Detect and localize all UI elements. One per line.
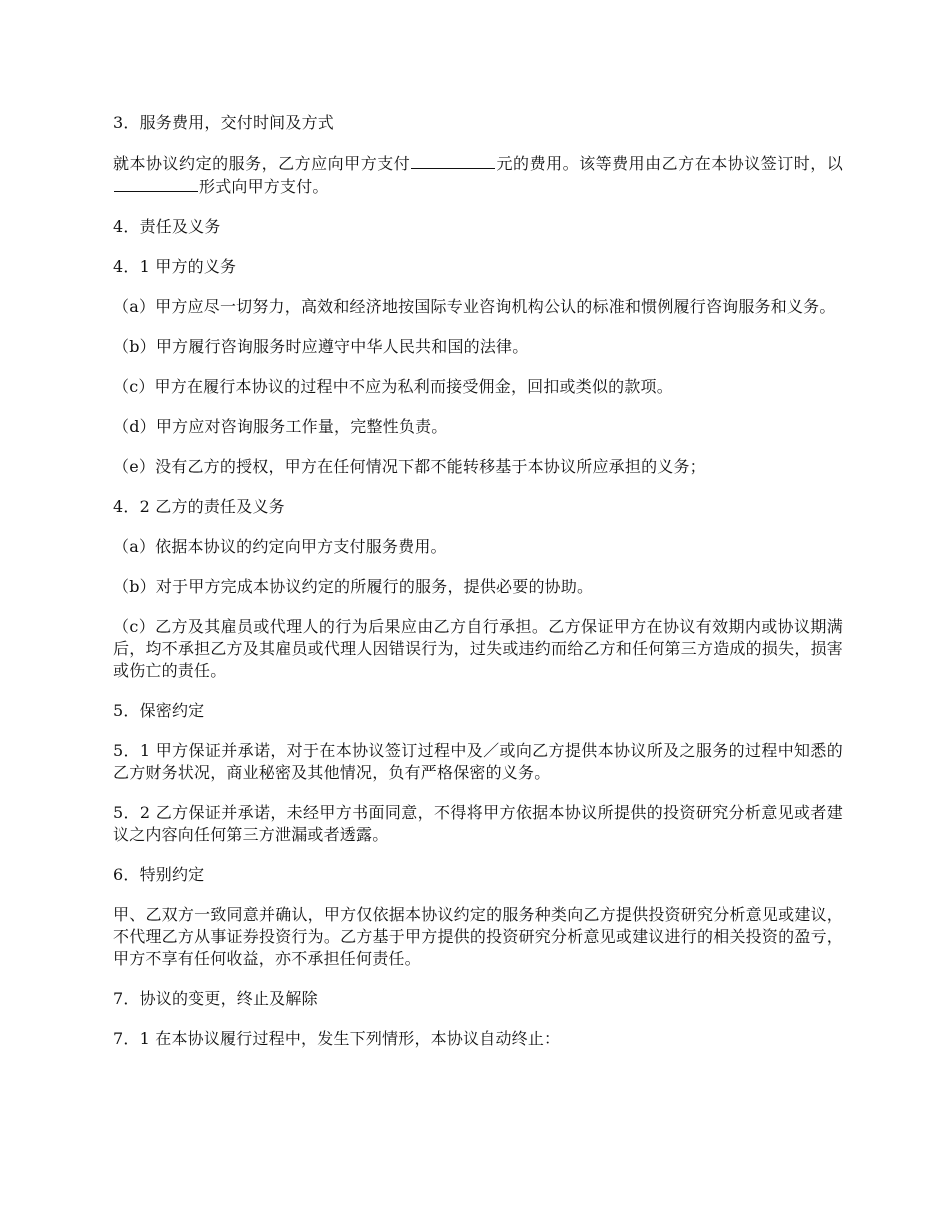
subsection-heading-4-1: 4．1 甲方的义务 xyxy=(113,257,237,276)
section-heading-3: 3．服务费用，交付时间及方式 xyxy=(113,113,334,132)
clause-4-2-b: （b）对于甲方完成本协议约定的所履行的服务，提供必要的协助。 xyxy=(113,577,594,596)
clause-5-1: 5．1 甲方保证并承诺，对于在本协议签订过程中及／或向乙方提供本协议所及之服务的过程中知悉的乙方财务状况，商业秘密及其他情况，负有严格保密的义务。 xyxy=(113,741,843,782)
payment-method-blank xyxy=(114,175,198,192)
clause-6: 甲、乙双方一致同意并确认，甲方仅依据本协议约定的服务种类向乙方提供投资研究分析意见或建议，不代理乙方从事证券投资行为。乙方基于甲方提供的投资研究分析意见或建议进行的相关投资的盈亏，甲方不享有任何收益，亦不承担任何责任。 xyxy=(113,905,843,968)
clause-4-2-c: （c）乙方及其雇员或代理人的行为后果应由乙方自行承担。乙方保证甲方在协议有效期内或协议期满后，均不承担乙方及其雇员或代理人因错误行为，过失或违约而给乙方和任何第三方造成的损失，损害或伤亡的责任。 xyxy=(113,617,843,680)
section-heading-7: 7．协议的变更，终止及解除 xyxy=(113,989,318,1008)
clause-5-2: 5．2 乙方保证并承诺，未经甲方书面同意，不得将甲方依据本协议所提供的投资研究分析意见或者建议之内容向任何第三方泄漏或者透露。 xyxy=(113,803,843,844)
document-page xyxy=(113,112,843,1068)
clause-4-1-b: （b）甲方履行咨询服务时应遵守中华人民共和国的法律。 xyxy=(113,337,529,356)
clause-4-1-d: （d）甲方应对咨询服务工作量，完整性负责。 xyxy=(113,417,448,436)
payment-text-2: 元的费用。该等费用由乙方在本协议签订时，以 xyxy=(496,154,843,173)
section-heading-4: 4．责任及义务 xyxy=(113,217,221,236)
clause-4-2-a: （a）依据本协议的约定向甲方支付服务费用。 xyxy=(113,537,447,556)
payment-clause xyxy=(113,152,843,198)
subsection-heading-4-2: 4．2 乙方的责任及义务 xyxy=(113,497,285,516)
clause-7-1: 7．1 在本协议履行过程中，发生下列情形，本协议自动终止： xyxy=(113,1029,561,1048)
section-heading-5: 5．保密约定 xyxy=(113,701,205,720)
clause-4-1-e: （e）没有乙方的授权，甲方在任何情况下都不能转移基于本协议所应承担的义务； xyxy=(113,457,706,476)
payment-text-3: 形式向甲方支付。 xyxy=(199,177,329,196)
clause-4-1-c: （c）甲方在履行本协议的过程中不应为私利而接受佣金，回扣或类似的款项。 xyxy=(113,377,673,396)
payment-text-1: 就本协议约定的服务，乙方应向甲方支付 xyxy=(113,154,411,173)
section-heading-6: 6．特别约定 xyxy=(113,865,205,884)
amount-blank xyxy=(411,152,495,169)
clause-4-1-a: （a）甲方应尽一切努力，高效和经济地按国际专业咨询机构公认的标准和惯例履行咨询服务和义务。 xyxy=(113,297,836,316)
